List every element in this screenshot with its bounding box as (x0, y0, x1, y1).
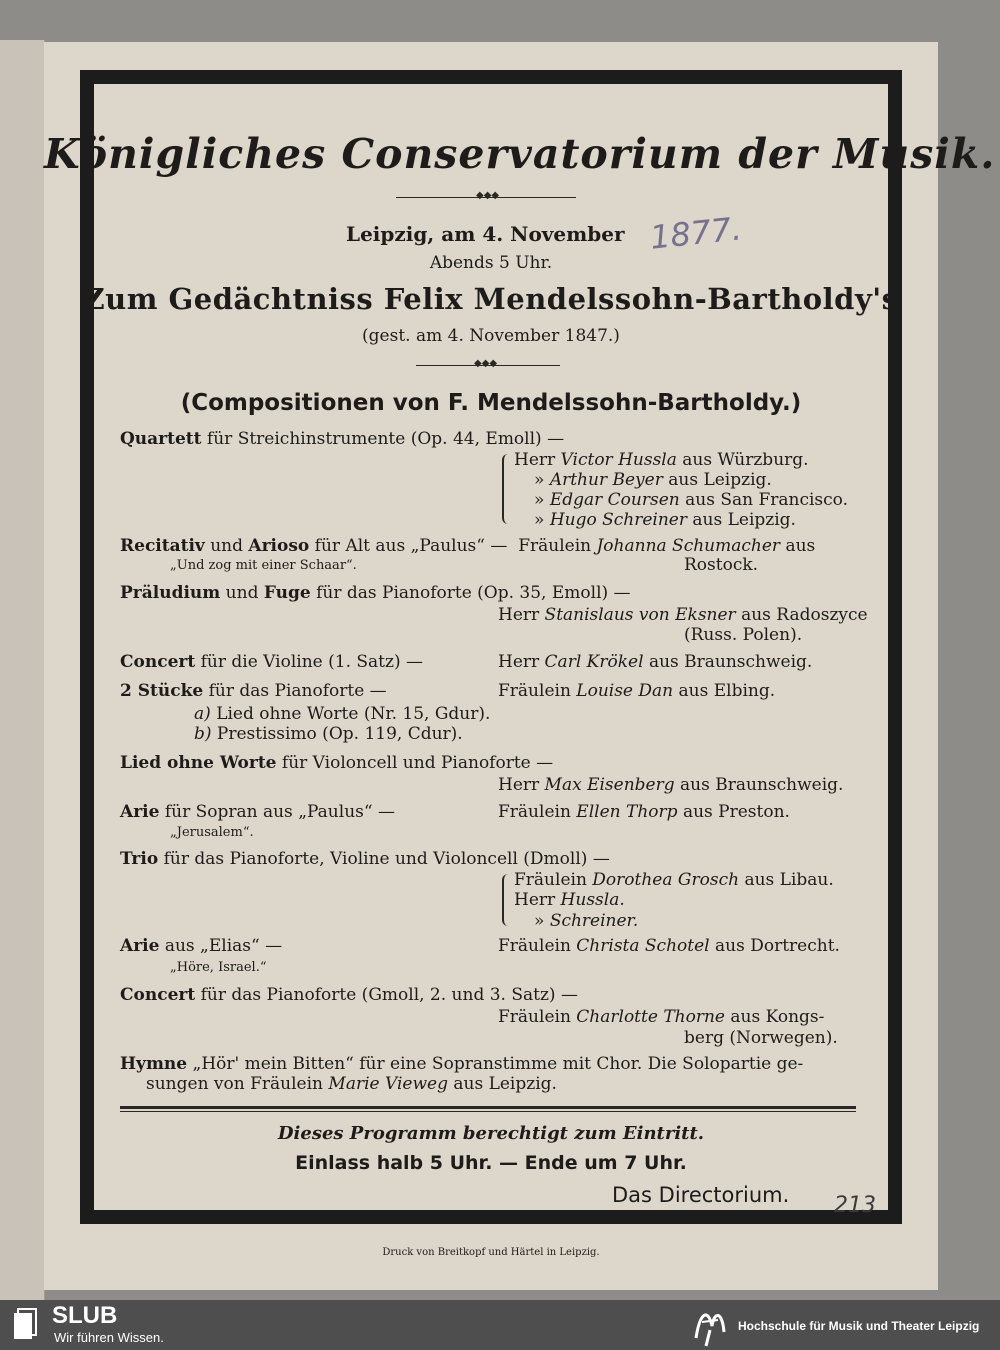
item-trio: Trio für das Pianoforte, Violine und Violoncell (Dmoll) — (120, 849, 610, 869)
performer-brace (502, 454, 510, 524)
signature: Das Directorium. (612, 1183, 790, 1207)
footer-rule-thin (120, 1111, 856, 1112)
slub-book-icon (12, 1307, 38, 1341)
printer-note: Druck von Breitkopf und Härtel in Leipzig. (382, 1247, 600, 1258)
performer-origin: berg (Norwegen). (684, 1028, 838, 1048)
death-note: (gest. am 4. November 1847.) (362, 326, 620, 346)
digital-library-footer (0, 1300, 1000, 1350)
performer: » Schreiner. (534, 911, 639, 931)
slub-tagline: Wir führen Wissen. (54, 1330, 164, 1345)
ornament-diamond: ◆◆◆ (476, 190, 500, 201)
item-zwei-stuecke: 2 Stücke für das Pianoforte — (120, 681, 387, 701)
performer: Herr Carl Krökel aus Braunschweig. (498, 652, 813, 672)
compositions-subtitle: (Compositionen von F. Mendelssohn-Bartholdy.) (180, 390, 802, 416)
sub-item: a) Lied ohne Worte (Nr. 15, Gdur). (194, 704, 491, 724)
performer: » Arthur Beyer aus Leipzig. (534, 470, 772, 490)
recitativ-subtitle: „Und zog mit einer Schaar“. (170, 558, 357, 573)
sub-item: b) Prestissimo (Op. 119, Cdur). (194, 724, 463, 744)
item-quartett: Quartett für Streichinstrumente (Op. 44, Emoll) — (120, 429, 565, 449)
place-date: Leipzig, am 4. November (346, 222, 625, 246)
performer: Fräulein Dorothea Grosch aus Libau. (514, 870, 834, 890)
conservatory-title: Königliches Conservatorium der Musik. (44, 130, 996, 178)
concert-program-sheet (44, 42, 996, 1290)
arie-subtitle: „Höre, Israel.“ (170, 960, 267, 975)
performer: » Edgar Coursen aus San Francisco. (534, 490, 849, 510)
performer: Herr Stanislaus von Eksner aus Radoszyce (498, 605, 868, 625)
handwritten-number: 213 (834, 1193, 876, 1218)
item-praeludium: Präludium und Fuge für das Pianoforte (Op. 35, Emoll) — (120, 583, 631, 603)
item-hymne: Hymne „Hör' mein Bitten“ für eine Sopranstimme mit Chor. Die Solopartie ge- (120, 1054, 804, 1074)
hymne-continued: sungen von Fräulein Marie Vieweg aus Leipzig. (146, 1074, 557, 1094)
performer: » Hugo Schreiner aus Leipzig. (534, 510, 796, 530)
item-lied-ohne-worte: Lied ohne Worte für Violoncell und Pianoforte — (120, 753, 554, 773)
arie-subtitle: „Jerusalem“. (170, 825, 254, 840)
concert-time: Abends 5 Uhr. (429, 253, 553, 273)
performer: Fräulein Charlotte Thorne aus Kongs- (498, 1007, 825, 1027)
performer-brace (502, 874, 510, 926)
adjacent-page-edge (0, 40, 45, 1300)
admission-notice: Dieses Programm berechtigt zum Eintritt. (277, 1123, 705, 1144)
performer: Fräulein Louise Dan aus Elbing. (498, 681, 776, 701)
performer: Fräulein Christa Schotel aus Dortrecht. (498, 936, 840, 956)
performer: Herr Victor Hussla aus Würzburg. (514, 450, 809, 470)
hmt-logo-icon (690, 1302, 730, 1348)
item-recitativ: Recitativ und Arioso für Alt aus „Paulus“ — Fräulein Johanna Schumacher aus (120, 536, 816, 556)
memorial-heading: Zum Gedächtniss Felix Mendelssohn-Bartholdy's (83, 282, 899, 316)
item-arie-elias: Arie aus „Elias“ — (120, 936, 283, 956)
performer: Fräulein Ellen Thorp aus Preston. (498, 802, 790, 822)
entry-times: Einlass halb 5 Uhr. — Ende um 7 Uhr. (295, 1152, 687, 1174)
footer-rule (120, 1106, 856, 1109)
item-concert-violine: Concert für die Violine (1. Satz) — (120, 652, 423, 672)
performer: Herr Max Eisenberg aus Braunschweig. (498, 775, 844, 795)
performer-origin: (Russ. Polen). (684, 625, 803, 645)
performer: Herr Hussla. (514, 890, 625, 910)
ornament-diamond-2: ◆◆◆ (474, 358, 498, 369)
slub-logo-text: SLUB (52, 1302, 118, 1329)
handwritten-year: 1877. (648, 209, 744, 257)
item-concert-pianoforte: Concert für das Pianoforte (Gmoll, 2. und 3. Satz) — (120, 985, 578, 1005)
performer-origin: Rostock. (684, 555, 759, 575)
institution-name: Hochschule für Musik und Theater Leipzig (738, 1319, 980, 1333)
item-arie-paulus: Arie für Sopran aus „Paulus“ — (120, 802, 395, 822)
